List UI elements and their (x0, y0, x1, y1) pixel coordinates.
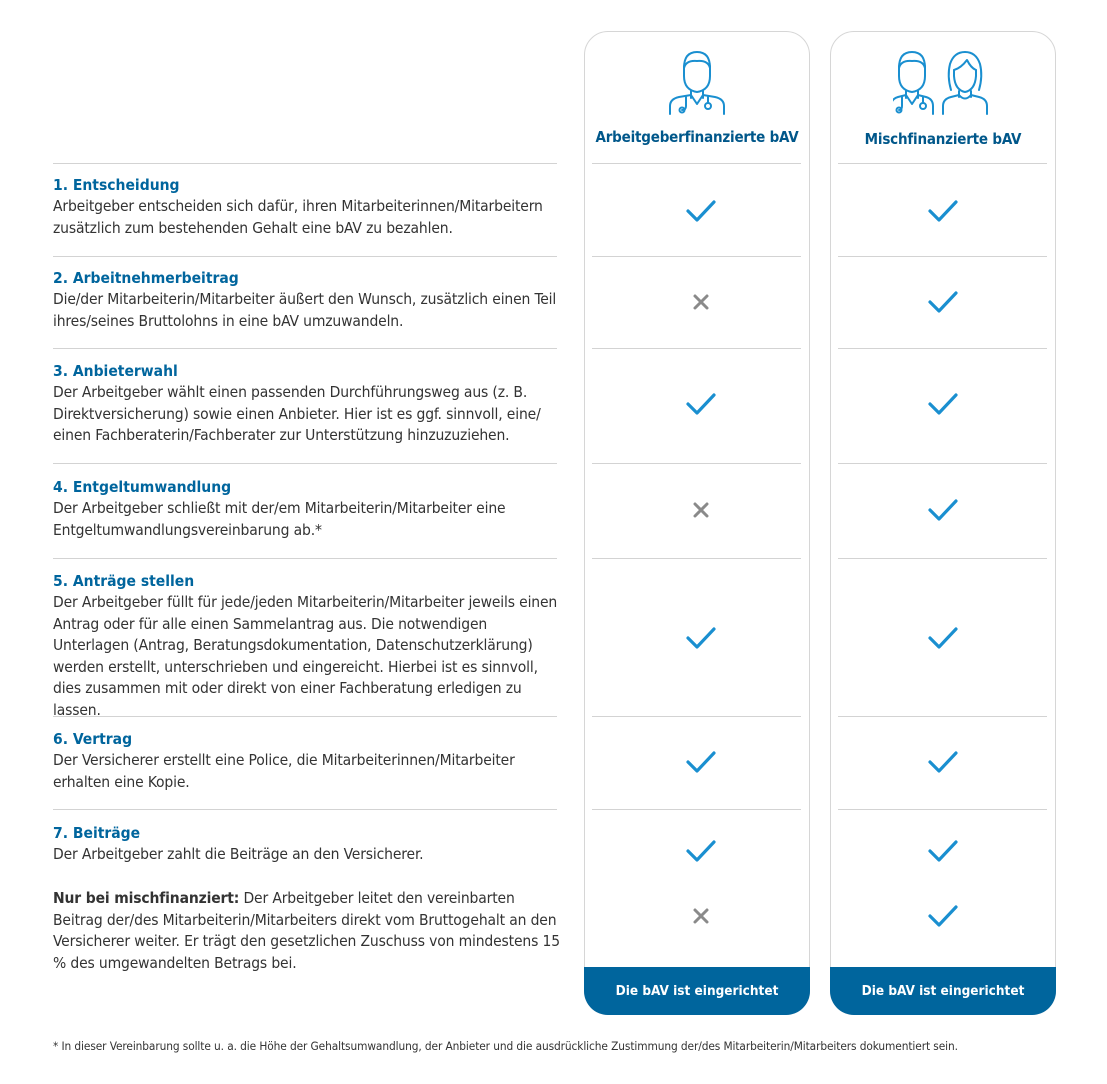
row-divider (592, 348, 801, 349)
column-footer: Die bAV ist eingerichtet (830, 967, 1056, 1015)
row-divider (53, 463, 557, 464)
row-divider (838, 256, 1047, 257)
check-icon (685, 388, 717, 420)
row-divider (53, 163, 557, 164)
row-divider (53, 809, 557, 810)
cross-icon (685, 494, 717, 526)
step-text: Der Arbeitgeber füllt für jede/jeden Mitarbeiterin/Mitarbeiter jeweils einen Antrag oder für alle einen Sammelantrag aus. Die notwendigen Unterlagen (Antrag, Beratungsdokumentation, Datenschutzerklärung) werden erstellt, unterschrieben und eingereicht. Hierbei ist es sinnvoll, dies zusammen mit oder direkt von einer Fachberatung erledigen zu lassen. (53, 593, 558, 719)
row-divider (592, 809, 801, 810)
check-icon (685, 622, 717, 654)
check-icon (927, 388, 959, 420)
check-icon (927, 494, 959, 526)
step-anbieterwahl (53, 360, 563, 447)
row-divider (838, 716, 1047, 717)
step-title: 2. Arbeitnehmerbeitrag (53, 269, 239, 287)
step-text: Die/der Mitarbeiterin/Mitarbeiter äußert den Wunsch, zusätzlich einen Teil ihres/seines Bruttolohns in eine bAV umzuwandeln. (53, 290, 557, 330)
doctor-and-woman-icon (831, 46, 1055, 116)
step-title: 7. Beiträge (53, 824, 141, 842)
step-title: 5. Anträge stellen (53, 572, 195, 590)
step-title: 1. Entscheidung (53, 176, 180, 194)
step-beitraege (53, 822, 563, 866)
row-divider (592, 716, 801, 717)
step-text: Der Arbeitgeber schließt mit der/em Mitarbeiterin/Mitarbeiter eine Entgeltumwandlungsvereinbarung ab.* (53, 499, 506, 539)
step-entscheidung (53, 174, 563, 239)
column-footer: Die bAV ist eingerichtet (584, 967, 810, 1015)
check-icon (927, 835, 959, 867)
note-label: Nur bei mischfinanziert: (53, 889, 240, 907)
row-divider (53, 256, 557, 257)
step-arbeitnehmerbeitrag (53, 267, 563, 332)
cross-icon (685, 900, 717, 932)
row-divider (838, 348, 1047, 349)
check-icon (685, 746, 717, 778)
step-text: Der Arbeitgeber zahlt die Beiträge an den Versicherer. (53, 845, 424, 863)
step-mischfinanziert-note (53, 888, 563, 974)
row-divider (838, 463, 1047, 464)
step-title: 6. Vertrag (53, 730, 133, 748)
check-icon (685, 195, 717, 227)
row-divider (838, 163, 1047, 164)
row-divider (592, 463, 801, 464)
row-divider (838, 558, 1047, 559)
check-icon (927, 900, 959, 932)
column-title: Mischfinanzierte bAV (864, 130, 1022, 148)
row-divider (53, 348, 557, 349)
row-divider (592, 558, 801, 559)
step-antraege-stellen (53, 570, 563, 721)
step-title: 3. Anbieterwahl (53, 362, 178, 380)
check-icon (927, 195, 959, 227)
step-title: 4. Entgeltumwandlung (53, 478, 232, 496)
row-divider (592, 256, 801, 257)
step-text: Der Arbeitgeber wählt einen passenden Durchführungsweg aus (z. B. Direktversicherung) sowie einen Anbieter. Hier ist es ggf. sinnvoll, eine/ einen Fachberaterin/Fachberater zur Unterstützung hinzuzuziehen. (53, 383, 541, 444)
note-text: Der Arbeitgeber leitet den vereinbarten Beitrag der/des Mitarbeiterin/Mitarbeiters direkt vom Bruttogehalt an den Versicherer weiter. Er trägt den gesetzlichen Zuschuss von mindestens 15 % des umgewandelten Betrags bei. (53, 889, 560, 972)
step-text: Der Versicherer erstellt eine Police, die Mitarbeiterinnen/Mitarbeiter erhalten eine Kopie. (53, 751, 515, 791)
step-entgeltumwandlung (53, 476, 563, 541)
step-vertrag (53, 728, 563, 793)
footnote: * In dieser Vereinbarung sollte u. a. die Höhe der Gehaltsumwandlung, der Anbieter und die ausdrückliche Zustimmung der/des Mitarbeiterin/Mitarbeiters dokumentiert sein. (53, 1039, 958, 1053)
check-icon (685, 835, 717, 867)
row-divider (53, 558, 557, 559)
check-icon (927, 286, 959, 318)
cross-icon (685, 286, 717, 318)
row-divider (838, 809, 1047, 810)
step-text: Arbeitgeber entscheiden sich dafür, ihren Mitarbeiterinnen/Mitarbeitern zusätzlich zum bestehenden Gehalt eine bAV zu bezahlen. (53, 197, 543, 237)
column-title: Arbeitgeberfinanzierte bAV (595, 128, 799, 146)
check-icon (927, 746, 959, 778)
row-divider (592, 163, 801, 164)
doctor-icon (585, 46, 809, 116)
check-icon (927, 622, 959, 654)
